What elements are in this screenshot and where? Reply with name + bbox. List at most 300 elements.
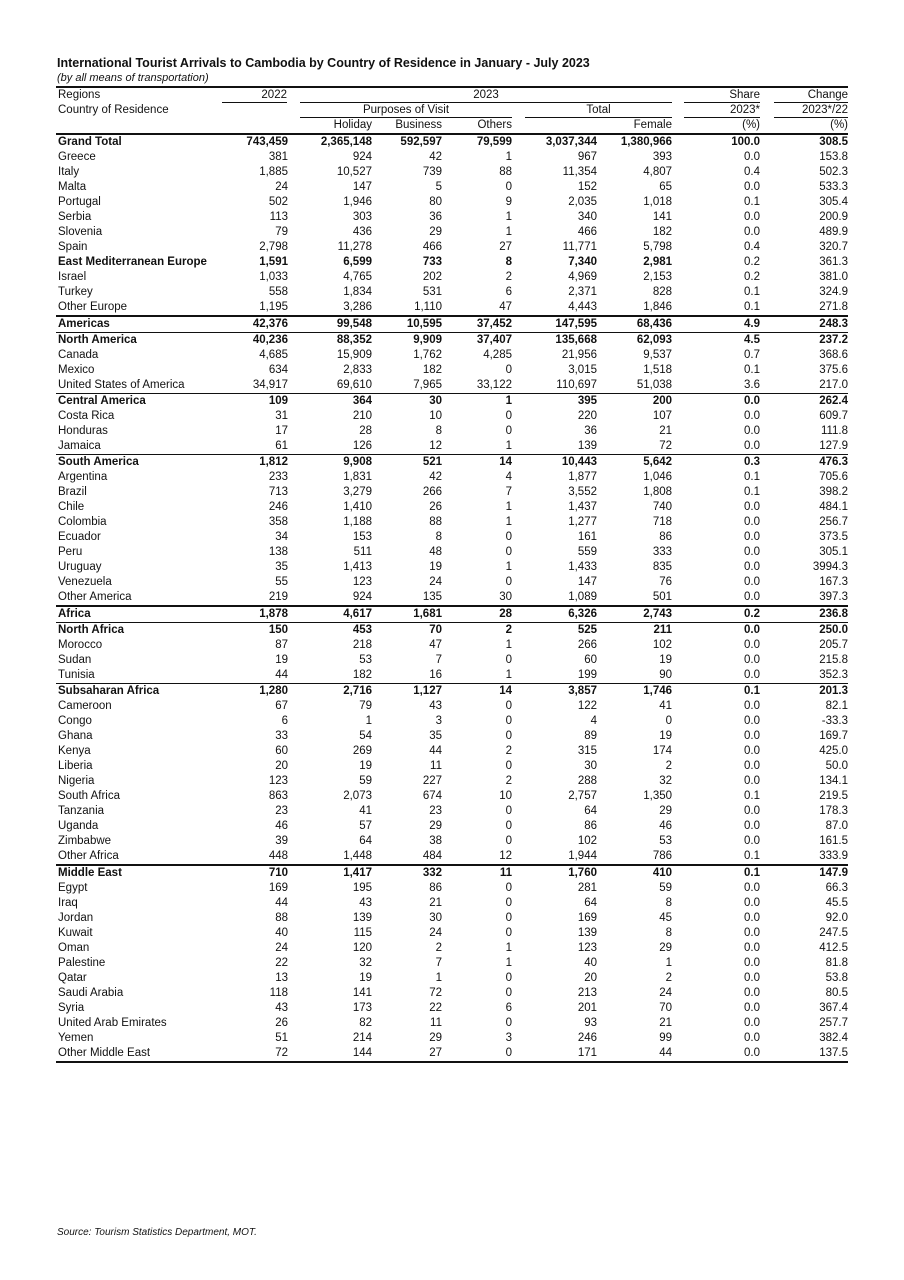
cell-female: 410: [597, 865, 672, 881]
cell-share: 0.0: [744, 775, 761, 787]
cell-change: 45.5: [825, 897, 849, 909]
cell-business: 48: [429, 546, 442, 558]
cell-name: Liberia: [58, 760, 93, 772]
cell-total: 123: [577, 942, 597, 954]
table-row: [56, 1046, 848, 1062]
cell-business: 135: [422, 591, 442, 603]
cell-business: 9,909: [372, 333, 442, 349]
header-others: Others: [442, 118, 512, 134]
table-row: [56, 774, 848, 789]
cell-name: Oman: [58, 942, 90, 954]
cell-share: 0.1: [744, 196, 761, 208]
cell-change: 484.1: [819, 501, 849, 513]
cell-business: 72: [429, 987, 442, 999]
cell-others: 4: [505, 471, 512, 483]
cell-others: 0: [505, 700, 512, 712]
cell-name: Ecuador: [58, 531, 101, 543]
cell-business: 3: [435, 715, 442, 727]
cell-female: 1: [665, 957, 673, 969]
cell-name: Jamaica: [58, 440, 101, 452]
table-row: [56, 926, 848, 941]
cell-female: 86: [659, 531, 673, 543]
cell-total: 2,371: [568, 286, 597, 298]
cell-holiday: 1,410: [343, 501, 372, 513]
cell-holiday: 139: [352, 912, 372, 924]
cell-total: 7,340: [568, 256, 597, 268]
table-row: [56, 699, 848, 714]
cell-others: 0: [505, 987, 512, 999]
cell-2022: 1,812: [222, 455, 288, 471]
cell-holiday: 182: [352, 669, 372, 681]
cell-others: 30: [499, 591, 512, 603]
cell-change: 609.7: [819, 410, 849, 422]
cell-name: Uruguay: [58, 561, 102, 573]
cell-business: 22: [429, 1002, 442, 1014]
cell-change: 373.5: [819, 531, 849, 543]
cell-total: 36: [584, 425, 597, 437]
cell-holiday: 41: [359, 805, 372, 817]
cell-business: 7,965: [413, 379, 442, 391]
cell-share: 3.6: [744, 379, 761, 391]
cell-business: 42: [429, 151, 442, 163]
cell-total: 340: [577, 211, 597, 223]
cell-2022: 1,280: [222, 684, 288, 700]
cell-others: 1: [505, 669, 512, 681]
table-row: [56, 285, 848, 300]
cell-business: 1,681: [372, 606, 442, 623]
cell-share: 0.0: [744, 576, 761, 588]
table-row: [56, 439, 848, 455]
cell-2022: 72: [222, 1046, 288, 1062]
cell-holiday: 11,278: [337, 241, 372, 253]
cell-business: 202: [422, 271, 442, 283]
cell-share: 4.5: [672, 333, 760, 349]
cell-share: 0.0: [744, 211, 761, 223]
cell-name: Mexico: [58, 364, 95, 376]
cell-2022: 55: [275, 576, 288, 588]
cell-change: 398.2: [819, 486, 849, 498]
cell-change: 137.5: [760, 1046, 848, 1062]
cell-name: Nigeria: [58, 775, 95, 787]
cell-total: 3,037,344: [545, 136, 597, 148]
cell-business: 36: [429, 211, 442, 223]
cell-others: 0: [505, 364, 512, 376]
cell-others: 47: [499, 301, 512, 313]
cell-share: 0.0: [744, 669, 761, 681]
cell-name: North Africa: [56, 623, 222, 639]
cell-2022: 246: [268, 501, 288, 513]
cell-others: 0: [505, 1017, 512, 1029]
cell-2022: 2,798: [259, 241, 288, 253]
table-row: [56, 225, 848, 240]
cell-total: 169: [577, 912, 597, 924]
cell-change: 247.5: [819, 927, 849, 939]
cell-name: Grand Total: [58, 136, 122, 148]
cell-holiday: 511: [353, 546, 372, 558]
table-row: [56, 348, 848, 363]
cell-change: 352.3: [819, 669, 849, 681]
cell-business: 10,595: [372, 316, 442, 333]
table-row: [56, 956, 848, 971]
cell-2022: 118: [269, 987, 288, 999]
cell-share: 0.0: [744, 700, 761, 712]
cell-2022: 13: [275, 972, 288, 984]
cell-total: 139: [577, 927, 597, 939]
table-row: [56, 896, 848, 911]
cell-name: United Arab Emirates: [58, 1017, 167, 1029]
cell-2022: 233: [268, 471, 288, 483]
cell-total: 1,089: [568, 591, 597, 603]
cell-name: South America: [56, 455, 222, 471]
cell-total: 201: [577, 1002, 597, 1014]
cell-total: 102: [577, 835, 597, 847]
cell-share: 0.1: [744, 286, 761, 298]
cell-change: 320.7: [819, 241, 849, 253]
cell-female: 72: [659, 440, 673, 452]
cell-business: 30: [429, 912, 442, 924]
table-row: [56, 210, 848, 225]
cell-2022: 1,885: [259, 166, 288, 178]
cell-female: 29: [659, 942, 673, 954]
cell-2022: 1,878: [222, 606, 288, 623]
cell-female: 21: [659, 1017, 673, 1029]
cell-total: 1,433: [568, 561, 597, 573]
cell-total: 93: [584, 1017, 597, 1029]
cell-female: 2,743: [597, 606, 672, 623]
table-row: [56, 515, 848, 530]
page-subtitle: (by all means of transportation): [57, 72, 209, 84]
cell-business: 484: [422, 850, 442, 862]
table-row: [56, 1016, 848, 1031]
cell-change: 147.9: [760, 865, 848, 881]
cell-share: 0.0: [744, 226, 761, 238]
cell-2022: 79: [275, 226, 288, 238]
cell-others: 1: [505, 211, 512, 223]
cell-female: 65: [659, 181, 673, 193]
cell-holiday: 436: [352, 226, 372, 238]
cell-2022: 863: [268, 790, 288, 802]
cell-2022: 51: [275, 1032, 288, 1044]
cell-holiday: 19: [359, 760, 372, 772]
cell-female: 740: [652, 501, 673, 513]
cell-name: Peru: [58, 546, 83, 558]
cell-total: 3,015: [568, 364, 597, 376]
cell-holiday: 1,188: [343, 516, 372, 528]
cell-change: 257.7: [819, 1017, 849, 1029]
cell-holiday: 303: [352, 211, 372, 223]
cell-others: 0: [505, 882, 512, 894]
cell-others: 4,285: [483, 349, 512, 361]
cell-total: 1,944: [568, 850, 597, 862]
header-share: Share: [684, 89, 760, 103]
cell-female: 59: [659, 882, 673, 894]
cell-share: 0.0: [672, 1046, 760, 1062]
cell-others: 14: [442, 684, 512, 700]
cell-others: 2: [505, 271, 512, 283]
cell-total: 139: [577, 440, 597, 452]
cell-total: 1,760: [512, 865, 597, 881]
cell-share: 0.0: [744, 760, 761, 772]
cell-business: 29: [429, 820, 442, 832]
cell-name: Canada: [58, 349, 99, 361]
cell-business: 266: [422, 486, 442, 498]
cell-female: 9,537: [643, 349, 673, 361]
cell-business: 521: [372, 455, 442, 471]
cell-business: 739: [422, 166, 442, 178]
cell-2022: 1,033: [259, 271, 288, 283]
table-row: [56, 545, 848, 560]
cell-change: 271.8: [819, 301, 849, 313]
table-row: [56, 714, 848, 729]
cell-name: Sudan: [58, 654, 92, 666]
cell-total: 147: [577, 576, 597, 588]
cell-total: 466: [577, 226, 597, 238]
table-row: [56, 1031, 848, 1046]
cell-share: 0.0: [744, 531, 761, 543]
cell-2022: 448: [268, 850, 288, 862]
cell-share: 0.1: [744, 850, 761, 862]
cell-share: 0.1: [672, 684, 760, 700]
cell-holiday: 57: [359, 820, 372, 832]
cell-share: 0.2: [744, 271, 761, 283]
cell-holiday: 6,599: [343, 256, 372, 268]
cell-holiday: 1,448: [343, 850, 372, 862]
cell-change: 219.5: [819, 790, 849, 802]
cell-change: 476.3: [760, 455, 848, 471]
cell-name: Iraq: [58, 897, 78, 909]
header-change: Change: [774, 89, 848, 103]
cell-others: 33,122: [476, 379, 512, 391]
cell-business: 5: [435, 181, 442, 193]
cell-total: 525: [512, 623, 597, 639]
cell-2022: 31: [275, 410, 288, 422]
cell-others: 0: [505, 835, 512, 847]
cell-others: 1: [505, 226, 512, 238]
cell-holiday: 141: [352, 987, 372, 999]
cell-others: 37,452: [442, 316, 512, 333]
cell-name: Costa Rica: [58, 410, 115, 422]
cell-others: 0: [505, 181, 512, 193]
cell-female: 1,746: [597, 684, 672, 700]
cell-holiday: 15,909: [336, 349, 372, 361]
cell-change: 111.8: [820, 425, 849, 437]
cell-others: 0: [505, 654, 512, 666]
cell-total: 135,668: [512, 333, 597, 349]
table-row: [56, 590, 848, 606]
cell-business: 674: [422, 790, 442, 802]
cell-change: 215.8: [819, 654, 849, 666]
cell-female: 835: [652, 561, 673, 573]
cell-2022: 1,195: [259, 301, 288, 313]
cell-2022: 123: [268, 775, 288, 787]
cell-others: 0: [505, 531, 512, 543]
cell-2022: 6: [281, 715, 288, 727]
cell-share: 0.0: [744, 972, 761, 984]
cell-female: 1,046: [643, 471, 673, 483]
cell-name: Ghana: [58, 730, 93, 742]
cell-total: 10,443: [512, 455, 597, 471]
cell-change: 397.3: [819, 591, 849, 603]
cell-female: 19: [659, 654, 673, 666]
cell-2022: 4,685: [259, 349, 288, 361]
cell-2022: 713: [268, 486, 288, 498]
cell-2022: 44: [275, 669, 288, 681]
cell-share: 0.0: [744, 1032, 761, 1044]
cell-others: 1: [505, 151, 512, 163]
cell-holiday: 1,417: [288, 865, 372, 881]
cell-2022: 109: [222, 394, 288, 410]
cell-female: 0: [665, 715, 673, 727]
cell-others: 88: [499, 166, 512, 178]
cell-others: 1: [505, 516, 512, 528]
cell-share: 0.0: [744, 561, 761, 573]
cell-others: 0: [505, 576, 512, 588]
table-row: [56, 1001, 848, 1016]
cell-change: 66.3: [825, 882, 849, 894]
cell-others: 0: [505, 912, 512, 924]
cell-total: 2,035: [568, 196, 597, 208]
cell-change: 502.3: [819, 166, 849, 178]
cell-business: 10: [429, 410, 442, 422]
cell-business: 24: [429, 927, 442, 939]
table-header: [56, 87, 848, 134]
cell-name: Slovenia: [58, 226, 103, 238]
cell-change: 375.6: [819, 364, 849, 376]
cell-total: 11,354: [562, 166, 597, 178]
cell-change: 50.0: [825, 760, 849, 772]
cell-2022: 743,459: [246, 136, 288, 148]
table-row: [56, 363, 848, 378]
cell-holiday: 2,833: [343, 364, 372, 376]
header-holiday: Holiday: [288, 118, 372, 134]
cell-others: 0: [505, 972, 512, 984]
cell-others: 28: [442, 606, 512, 623]
table-row: [56, 819, 848, 834]
cell-share: 0.0: [672, 623, 760, 639]
cell-2022: 88: [275, 912, 288, 924]
cell-change: 381.0: [819, 271, 849, 283]
cell-holiday: 43: [359, 897, 372, 909]
cell-total: 64: [584, 805, 597, 817]
cell-name: Zimbabwe: [58, 835, 112, 847]
cell-total: 266: [577, 639, 597, 651]
cell-share: 0.1: [744, 471, 761, 483]
table-row: [56, 941, 848, 956]
cell-share: 0.0: [744, 591, 761, 603]
cell-holiday: 82: [359, 1017, 372, 1029]
cell-others: 6: [505, 286, 512, 298]
cell-others: 1: [505, 440, 512, 452]
table-row: [56, 804, 848, 819]
cell-female: 62,093: [597, 333, 672, 349]
cell-change: 53.8: [825, 972, 849, 984]
cell-business: 35: [429, 730, 442, 742]
cell-holiday: 173: [352, 1002, 372, 1014]
cell-name: Africa: [56, 606, 222, 623]
cell-others: 3: [505, 1032, 512, 1044]
cell-change: 324.9: [819, 286, 849, 298]
cell-share: 100.0: [731, 136, 761, 148]
header-change-period: 2023*/22: [774, 104, 848, 118]
cell-holiday: 924: [352, 591, 372, 603]
cell-female: 45: [659, 912, 673, 924]
cell-female: 4,807: [643, 166, 673, 178]
cell-female: 1,018: [643, 196, 673, 208]
cell-business: 80: [429, 196, 442, 208]
table-row: [56, 424, 848, 439]
cell-change: 167.3: [819, 576, 849, 588]
cell-female: 200: [597, 394, 672, 410]
cell-change: 153.8: [819, 151, 849, 163]
cell-female: 32: [659, 775, 673, 787]
cell-share: 0.0: [744, 501, 761, 513]
cell-holiday: 69,610: [336, 379, 372, 391]
cell-2022: 24: [275, 942, 288, 954]
cell-others: 0: [505, 805, 512, 817]
header-row-2: [56, 103, 848, 118]
source-note: Source: Tourism Statistics Department, MOT.: [57, 1227, 257, 1238]
cell-others: 2: [505, 775, 512, 787]
cell-holiday: 3,286: [343, 301, 372, 313]
cell-holiday: 2,365,148: [320, 136, 372, 148]
cell-business: 27: [372, 1046, 442, 1062]
cell-total: 4: [590, 715, 597, 727]
cell-business: 44: [429, 745, 442, 757]
table-row-region: [56, 316, 848, 333]
cell-female: 1,518: [643, 364, 673, 376]
cell-holiday: 364: [288, 394, 372, 410]
cell-business: 2: [435, 942, 442, 954]
cell-female: 2,981: [643, 256, 673, 268]
cell-change: 248.3: [760, 316, 848, 333]
header-female: Female: [597, 118, 672, 134]
cell-share: 0.1: [744, 790, 761, 802]
cell-share: 0.4: [744, 241, 761, 253]
cell-name: Other Africa: [58, 850, 119, 862]
table-row: [56, 759, 848, 774]
cell-total: 315: [577, 745, 597, 757]
cell-holiday: 53: [359, 654, 372, 666]
cell-change: 82.1: [825, 700, 849, 712]
cell-name: Italy: [58, 166, 80, 178]
cell-name: Palestine: [58, 957, 106, 969]
cell-holiday: 10,527: [336, 166, 372, 178]
cell-2022: 34: [275, 531, 288, 543]
cell-female: 5,798: [643, 241, 673, 253]
cell-2022: 381: [268, 151, 288, 163]
cell-female: 102: [652, 639, 673, 651]
cell-change: 333.9: [819, 850, 849, 862]
cell-total: 64: [584, 897, 597, 909]
cell-change: 134.1: [819, 775, 849, 787]
cell-2022: 34,917: [252, 379, 288, 391]
cell-female: 107: [652, 410, 673, 422]
cell-holiday: 120: [352, 942, 372, 954]
cell-others: 1: [505, 501, 512, 513]
cell-share: 0.7: [744, 349, 761, 361]
cell-female: 786: [652, 850, 673, 862]
cell-holiday: 64: [359, 835, 372, 847]
cell-name: Other America: [58, 591, 132, 603]
cell-female: 174: [652, 745, 673, 757]
cell-share: 0.1: [744, 486, 761, 498]
cell-share: 0.0: [744, 912, 761, 924]
table-row-region: [56, 606, 848, 623]
cell-change: 382.4: [819, 1032, 849, 1044]
cell-name: Middle East: [56, 865, 222, 881]
table-row: [56, 881, 848, 896]
cell-share: 0.1: [744, 301, 761, 313]
